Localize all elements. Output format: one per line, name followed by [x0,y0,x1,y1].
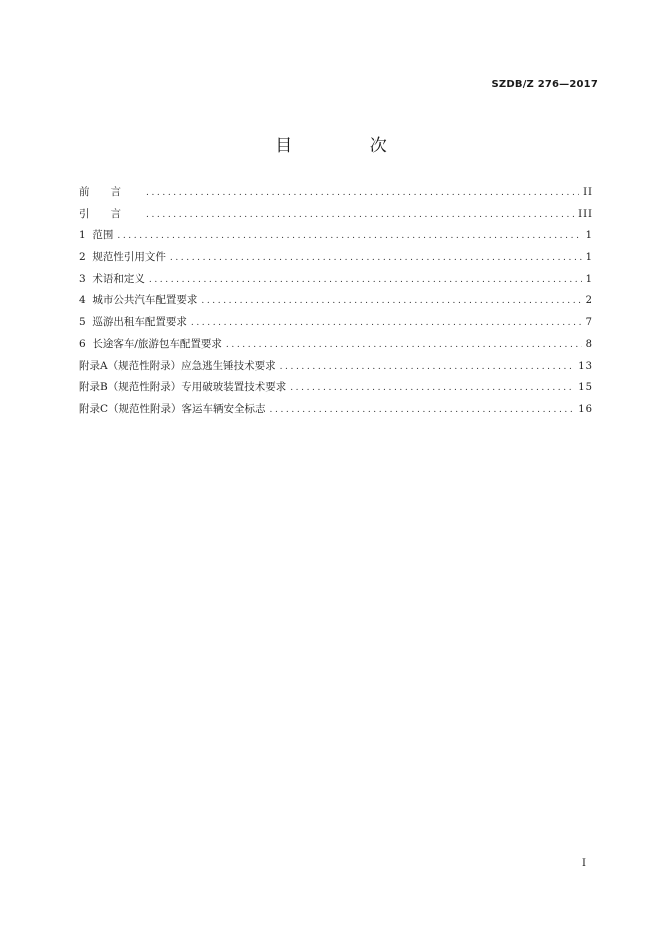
toc-title: 目 次 [275,136,423,156]
toc-leader-dots [170,253,582,263]
toc-entry-label: 1 范围 [79,229,114,242]
toc-entry-city-bus[interactable] [79,292,593,314]
toc-entry-page: II [583,187,593,198]
toc-leader-dots [117,231,581,241]
toc-entry-label: 附录A（规范性附录）应急逃生锤技术要求 [79,359,276,372]
toc-entry-page: 1 [585,252,593,264]
toc-entry-label: 3 术语和定义 [79,272,145,285]
toc-leader-dots [201,296,581,306]
toc-entry-page: 13 [578,360,593,372]
toc-entry-label: 附录C（规范性附录）客运车辆安全标志 [79,402,266,415]
toc-entry-label: 引言 [79,207,142,220]
toc-leader-dots [149,275,582,285]
toc-entry-scope[interactable] [79,227,593,249]
toc-entry-page: 7 [585,317,593,329]
toc-leader-dots [191,318,582,328]
toc-leader-dots [280,362,575,372]
document-code: SZDB/Z 276—2017 [491,79,598,90]
toc-entry-appendix-b[interactable] [79,379,593,401]
toc-leader-dots [226,340,582,350]
toc-leader-dots [146,210,574,220]
toc-entry-terms-definitions[interactable] [79,271,593,293]
toc-entry-page: 8 [585,338,593,350]
toc-entry-taxi[interactable] [79,314,593,336]
toc-entry-label: 前言 [79,186,142,198]
toc-entry-page: 15 [578,382,593,394]
toc-entry-label: 附录B（规范性附录）专用破玻装置技术要求 [79,381,287,394]
toc-entry-appendix-a[interactable] [79,358,593,380]
toc-entry-label: 5 巡游出租车配置要求 [79,316,187,329]
toc-entry-page: III [578,208,593,220]
toc-leader-dots [290,383,574,393]
toc-leader-dots [270,405,575,415]
toc-entry-introduction[interactable] [79,206,593,228]
toc-entry-appendix-c[interactable] [79,401,593,423]
toc-entry-foreword[interactable] [79,184,593,206]
toc-entry-label: 4 城市公共汽车配置要求 [79,294,198,307]
page-number: I [582,858,586,869]
toc-entry-page: 16 [578,403,593,415]
toc-entry-coach[interactable] [79,336,593,358]
toc-entry-page: 1 [585,230,593,242]
toc-entry-label: 6 长途客车/旅游包车配置要求 [79,337,222,350]
toc-entry-page: 1 [585,273,593,285]
toc-leader-dots [146,188,579,198]
toc-entry-label: 2 规范性引用文件 [79,251,166,264]
toc-entry-page: 2 [585,295,593,307]
toc-entry-normative-references[interactable] [79,249,593,271]
table-of-contents [79,184,593,423]
